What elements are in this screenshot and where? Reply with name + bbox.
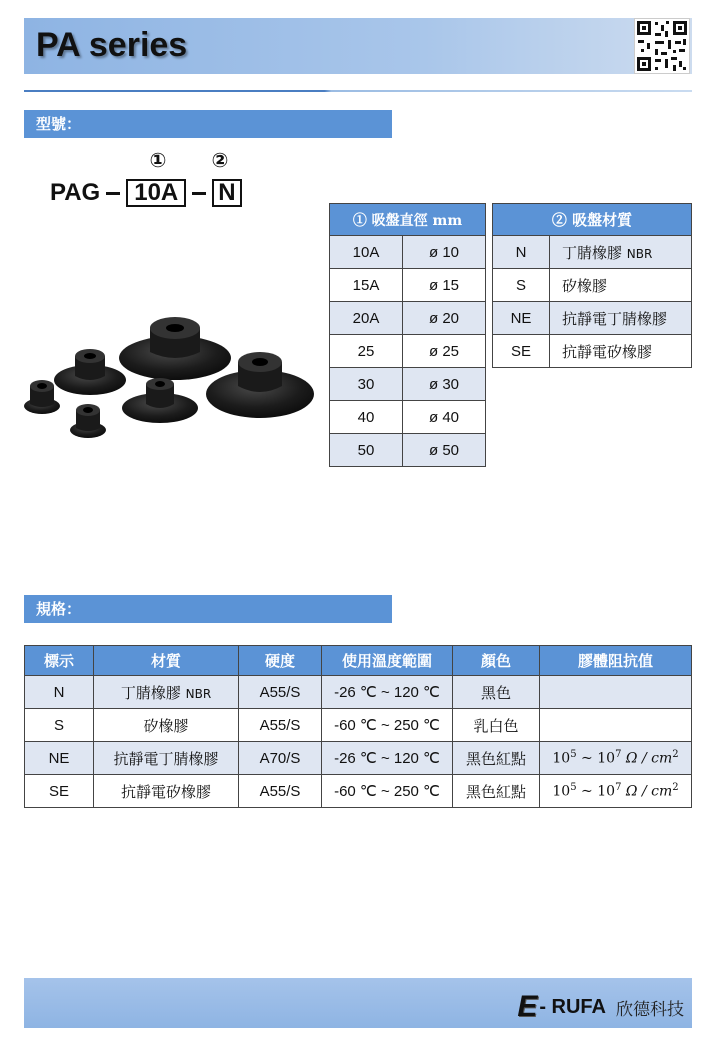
material-name-suffix: NBR <box>626 246 653 261</box>
diameter-code: 50 <box>330 434 403 467</box>
material-name <box>550 236 692 269</box>
res-unit-exp: 2 <box>672 749 679 761</box>
qr-code-icon <box>634 18 690 74</box>
res-unit: Ω / cm <box>621 750 673 767</box>
table-row <box>330 401 486 434</box>
table-row <box>330 269 486 302</box>
diameter-value: ø 40 <box>403 401 486 434</box>
table-row <box>25 676 692 709</box>
res-base-low: 10 <box>552 750 571 767</box>
material-code: NE <box>493 302 550 335</box>
spec-material-text: 丁腈橡膠 <box>120 683 181 702</box>
suction-cup-medium <box>54 349 126 395</box>
table-row <box>493 302 692 335</box>
res-unit-exp: 2 <box>672 782 679 794</box>
spec-resistance <box>540 775 692 808</box>
material-name: 抗靜電丁腈橡膠 <box>550 302 692 335</box>
res-exp-high: 7 <box>615 749 622 761</box>
spec-resistance <box>540 676 692 709</box>
spec-section-header: 規格： <box>24 595 392 623</box>
spec-header-color: 顏色 <box>453 646 540 676</box>
spec-material: 矽橡膠 <box>94 709 239 742</box>
spec-resistance <box>540 709 692 742</box>
table-row <box>493 236 692 269</box>
table-row <box>493 269 692 302</box>
table-row <box>330 302 486 335</box>
material-code: SE <box>493 335 550 368</box>
res-exp-high: 7 <box>615 782 622 794</box>
logo-company-name: 欣德科技 <box>616 999 684 1019</box>
spec-color: 黑色 <box>453 676 540 709</box>
page-title: PA series <box>36 26 188 64</box>
spec-color: 黑色紅點 <box>453 742 540 775</box>
material-table <box>492 203 692 368</box>
diameter-code: 10A <box>330 236 403 269</box>
diameter-code: 40 <box>330 401 403 434</box>
suction-cup-tiny <box>24 380 60 414</box>
diameter-value: ø 25 <box>403 335 486 368</box>
spec-material: 抗靜電矽橡膠 <box>94 775 239 808</box>
table-row <box>493 335 692 368</box>
header-divider <box>24 90 692 92</box>
model-section-header: 型號： <box>24 110 392 138</box>
material-name-text: 丁腈橡膠 <box>562 243 623 262</box>
model-dash <box>192 192 206 195</box>
model-material-code: N <box>212 179 241 207</box>
table-row <box>330 368 486 401</box>
diameter-code: 20A <box>330 302 403 335</box>
suction-cup-front <box>70 404 106 438</box>
model-prefix: PAG <box>50 179 101 206</box>
diameter-value: ø 30 <box>403 368 486 401</box>
res-exp-low: 5 <box>570 782 577 794</box>
spec-mark: S <box>25 709 94 742</box>
spec-table <box>24 645 692 808</box>
marker-1: ① <box>149 148 167 172</box>
res-exp-low: 5 <box>570 749 577 761</box>
spec-temp: -26 ℃ ~ 120 ℃ <box>322 676 453 709</box>
res-separator: ~ <box>576 750 598 767</box>
spec-material <box>94 676 239 709</box>
diameter-value: ø 15 <box>403 269 486 302</box>
table-row <box>25 742 692 775</box>
material-code: N <box>493 236 550 269</box>
diameter-table <box>329 203 486 467</box>
company-logo <box>517 990 684 1024</box>
res-base-high: 10 <box>597 783 616 800</box>
spec-material-suffix: NBR <box>185 686 212 701</box>
table-row <box>330 335 486 368</box>
spec-header-hardness: 硬度 <box>239 646 322 676</box>
suction-cup-large <box>119 317 231 380</box>
qr-code-graphic <box>635 19 689 73</box>
table-row <box>330 434 486 467</box>
marker-2: ② <box>211 148 229 172</box>
spec-resistance <box>540 742 692 775</box>
spec-header-temp: 使用溫度範圍 <box>322 646 453 676</box>
spec-temp: -26 ℃ ~ 120 ℃ <box>322 742 453 775</box>
spec-temp: -60 ℃ ~ 250 ℃ <box>322 709 453 742</box>
spec-hardness: A55/S <box>239 775 322 808</box>
diameter-value: ø 20 <box>403 302 486 335</box>
spec-mark: SE <box>25 775 94 808</box>
spec-hardness: A55/S <box>239 709 322 742</box>
res-unit: Ω / cm <box>621 783 673 800</box>
spec-hardness: A55/S <box>239 676 322 709</box>
diameter-value: ø 50 <box>403 434 486 467</box>
spec-header-resistance: 膠體阻抗值 <box>540 646 692 676</box>
res-base-high: 10 <box>597 750 616 767</box>
table-row <box>25 775 692 808</box>
spec-mark: N <box>25 676 94 709</box>
diameter-code: 15A <box>330 269 403 302</box>
diameter-value: ø 10 <box>403 236 486 269</box>
spec-header-mark: 標示 <box>25 646 94 676</box>
spec-hardness: A70/S <box>239 742 322 775</box>
material-table-header: ② 吸盤材質 <box>493 204 692 236</box>
diameter-table-header: ① 吸盤直徑 mm <box>330 204 486 236</box>
spec-color: 乳白色 <box>453 709 540 742</box>
logo-rufa: - RUFA <box>539 995 606 1018</box>
res-separator: ~ <box>576 783 598 800</box>
res-base-low: 10 <box>552 783 571 800</box>
diameter-code: 25 <box>330 335 403 368</box>
spec-color: 黑色紅點 <box>453 775 540 808</box>
model-dash <box>106 192 120 195</box>
table-row <box>330 236 486 269</box>
spec-header-material: 材質 <box>94 646 239 676</box>
suction-cups-photo <box>20 290 320 450</box>
material-name: 抗靜電矽橡膠 <box>550 335 692 368</box>
logo-e: E <box>517 990 538 1023</box>
diameter-code: 30 <box>330 368 403 401</box>
spec-material: 抗靜電丁腈橡膠 <box>94 742 239 775</box>
model-code <box>50 178 242 208</box>
model-size-code: 10A <box>126 179 186 207</box>
table-row <box>25 709 692 742</box>
material-code: S <box>493 269 550 302</box>
material-name: 矽橡膠 <box>550 269 692 302</box>
spec-mark: NE <box>25 742 94 775</box>
suction-cup-small <box>122 378 198 423</box>
spec-temp: -60 ℃ ~ 250 ℃ <box>322 775 453 808</box>
